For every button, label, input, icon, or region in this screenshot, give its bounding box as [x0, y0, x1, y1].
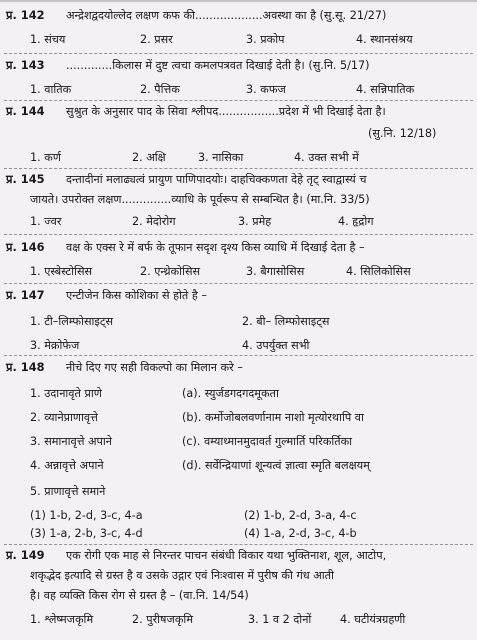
- option: 1. वातिक: [30, 83, 72, 96]
- question-number: प्र. 149: [6, 548, 45, 562]
- divider: [4, 355, 473, 356]
- divider: [4, 544, 473, 545]
- question-number: प्र. 142: [6, 8, 45, 22]
- question-text: शकृद्भेद इत्यादि से ग्रस्त है व उसके उद्गार एवं निःश्वास में पुरीष की गंध आती: [30, 569, 334, 582]
- match-left-item: 4. अन्नावृत्ते अपाने: [30, 459, 104, 472]
- question-number: प्र. 145: [6, 172, 45, 186]
- option: 3. मेक्रोफेज: [30, 339, 80, 352]
- match-right-item: (d). सर्वेन्द्रियाणां शून्यत्वं ज्ञात्वा स्मृति बलक्षयम्: [182, 459, 370, 472]
- question-number: प्र. 143: [6, 58, 45, 72]
- question-text: नीचे दिए गए सही विकल्पो का मिलान करे –: [66, 361, 243, 374]
- option: 2. पुरीषजकृमि: [132, 613, 194, 626]
- option: 2. मेदोरोग: [132, 215, 176, 228]
- divider: [4, 100, 473, 101]
- question-reference: (सु.नि. 12/18): [368, 127, 437, 140]
- option: 1. श्लेष्मजकृमि: [30, 613, 94, 626]
- option: 3. प्रकोप: [246, 33, 285, 46]
- option: 1. संचय: [30, 33, 66, 46]
- match-left-item: 1. उदानावृते प्राणे: [30, 387, 102, 400]
- option: 3. प्रमेह: [238, 215, 272, 228]
- question-text: एन्टीजेन किस कोशिका से होते है –: [66, 289, 207, 302]
- option: 1. ज्वर: [30, 215, 62, 228]
- question-number: प्र. 146: [6, 240, 45, 254]
- divider: [4, 168, 473, 169]
- option: 4. सिलिकोसिस: [346, 265, 411, 278]
- option: 3. 1 व 2 दोनों: [248, 613, 312, 626]
- match-right-item: (c). वम्याध्मानमुदावर्त गुल्मार्ति परिकर्तिका: [182, 435, 353, 448]
- option: 3. नासिका: [198, 151, 244, 164]
- question-text: जायते। उपरोक्त लक्षण..............व्याधि के पूर्वरूप से सम्बन्धित है। (मा.नि. 33/5): [30, 193, 370, 206]
- divider: [4, 234, 473, 235]
- option: 4. उक्त सभी में: [294, 151, 359, 164]
- divider: [4, 53, 473, 54]
- match-left-item: 3. समानावृत्ते अपाने: [30, 435, 113, 448]
- match-left-item: 2. व्यानेप्राणावृत्ते: [30, 411, 98, 424]
- option: 3. कफज: [246, 83, 286, 96]
- option: 1. कर्ण: [30, 151, 61, 164]
- option: 2. पैत्तिक: [140, 83, 180, 96]
- question-text: दन्तादीनां मलाढ्यत्वं प्रायुण पाणिपादयोः। दाहचिक्कणता देहे तृट् स्वाद्वास्यं च: [66, 173, 367, 186]
- question-number: प्र. 144: [6, 104, 45, 118]
- option: 1. एस्बेस्टोसिस: [30, 265, 93, 278]
- option: (2) 1-b, 2-d, 3-a, 4-c: [244, 509, 357, 522]
- question-text: .............किलास में दुष्ट त्वचा कमलपत्रवत दिखाई देती है। (सु.नि. 5/17): [66, 59, 370, 72]
- question-text: एक रोगी एक माह से निरन्तर पाचन संबंधी विकार यथा भुक्तिनाश, शूल, आटोप,: [66, 549, 387, 562]
- question-text: वक्ष के एक्स रे में बर्फ के तूफान सदृश दृश्य किस व्याधि में दिखाई देता है –: [66, 241, 365, 254]
- option: (3) 1-a, 2-b, 3-c, 4-d: [30, 527, 143, 540]
- option: 4. सन्निपातिक: [356, 83, 415, 96]
- option: 2. अक्षि: [132, 151, 166, 164]
- option: 2. बी– लिम्फोसाइट्स: [242, 315, 330, 328]
- question-text: अन्द्रेशद्वदयोल्लेद लक्षण कफ की...................अवस्था का है (सु.सू. 21/27): [66, 9, 387, 22]
- option: 4. स्थानसंश्रय: [356, 33, 413, 46]
- match-right-item: (b). कर्मोजोबलवर्णानाम नाशो मृत्योरथापि वा: [182, 411, 364, 424]
- match-left-item: 5. प्राणावृत्ते समाने: [30, 485, 106, 498]
- question-text: सुश्रुत के अनुसार पाद के सिवा श्लीपद.................प्रदेश में भी दिखाई देता है।: [66, 105, 386, 118]
- option: 4. हृद्रोग: [338, 215, 374, 228]
- question-text: है। वह व्यक्ति किस रोग से ग्रस्त है – (वा.नि. 14/54): [30, 589, 249, 602]
- option: (1) 1-b, 2-d, 3-c, 4-a: [30, 509, 143, 522]
- question-number: प्र. 147: [6, 288, 45, 302]
- top-edge: [0, 0, 477, 2]
- divider: [4, 283, 473, 284]
- option: 3. बैगासोसिस: [246, 265, 305, 278]
- option: 2. एन्थ्रेकोसिस: [140, 265, 201, 278]
- option: 1. टी–लिम्फोसाइट्स: [30, 315, 114, 328]
- option: 2. प्रसर: [140, 33, 173, 46]
- question-number: प्र. 148: [6, 360, 45, 374]
- option: (4) 1-a, 2-d, 3-c, 4-b: [244, 527, 357, 540]
- match-right-item: (a). स्युर्जडगदगदमूकता: [182, 387, 279, 400]
- option: 4. घटीयंत्रग्रहणी: [340, 613, 406, 626]
- option: 4. उपर्युक्त सभी: [242, 339, 310, 352]
